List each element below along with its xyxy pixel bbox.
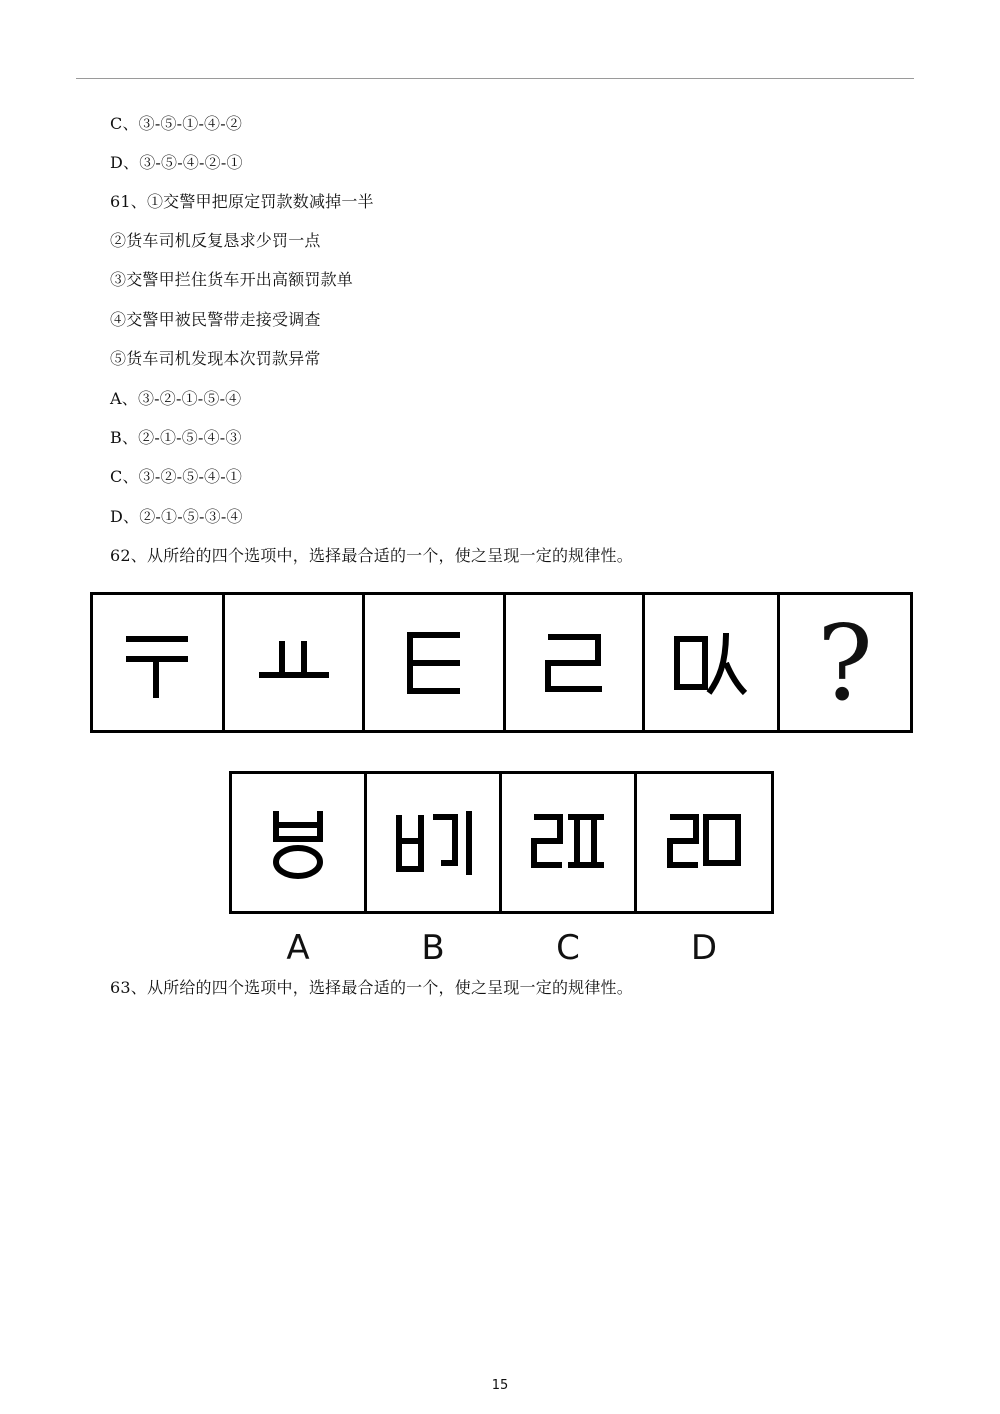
figure-cell-1 bbox=[93, 595, 225, 730]
option-b-glyph bbox=[393, 803, 473, 883]
option-figure-c bbox=[502, 774, 637, 911]
option-a-glyph bbox=[258, 803, 338, 883]
question-63-stem: 63、从所给的四个选项中，选择最合适的一个，使之呈现一定的规律性。 bbox=[110, 978, 633, 997]
glyph-1 bbox=[118, 623, 198, 703]
option-figure-b bbox=[367, 774, 502, 911]
option-c: C、③-②-⑤-④-① bbox=[110, 467, 243, 486]
glyph-2 bbox=[254, 623, 334, 703]
figure-cell-3 bbox=[365, 595, 506, 730]
option-a: A、③-②-①-⑤-④ bbox=[110, 389, 242, 408]
option-c-glyph bbox=[528, 803, 608, 883]
text-line: C、③-⑤-①-④-② bbox=[110, 114, 243, 133]
option-figure-d bbox=[637, 774, 771, 911]
option-d-glyph bbox=[664, 803, 744, 883]
glyph-3 bbox=[394, 623, 474, 703]
option-label-d: D bbox=[690, 928, 718, 968]
option-figure-a bbox=[232, 774, 367, 911]
options-figure bbox=[229, 771, 774, 914]
glyph-4 bbox=[534, 623, 614, 703]
option-label-c: C bbox=[556, 928, 580, 968]
question-figure bbox=[90, 592, 913, 733]
text-line: ⑤货车司机发现本次罚款异常 bbox=[110, 349, 321, 368]
option-label-b: B bbox=[421, 928, 445, 968]
option-b: B、②-①-⑤-④-③ bbox=[110, 428, 242, 447]
figure-cell-2 bbox=[225, 595, 365, 730]
question-62-stem: 62、从所给的四个选项中，选择最合适的一个，使之呈现一定的规律性。 bbox=[110, 546, 633, 565]
text-line: ③交警甲拦住货车开出高额罚款单 bbox=[110, 270, 354, 289]
page-number: 15 bbox=[491, 1378, 509, 1393]
option-label-a: A bbox=[286, 928, 310, 968]
text-line: D、③-⑤-④-②-① bbox=[110, 153, 243, 172]
question-61-stem: 61、①交警甲把原定罚款数减掉一半 bbox=[110, 192, 374, 211]
text-line: ④交警甲被民警带走接受调查 bbox=[110, 310, 321, 329]
header-rule bbox=[76, 78, 914, 79]
figure-cell-4 bbox=[506, 595, 645, 730]
text-line: ②货车司机反复恳求少罚一点 bbox=[110, 231, 321, 250]
option-d: D、②-①-⑤-③-④ bbox=[110, 507, 243, 526]
figure-cell-5 bbox=[645, 595, 780, 730]
glyph-5 bbox=[671, 623, 751, 703]
question-mark: ? bbox=[817, 601, 873, 724]
figure-cell-6 bbox=[780, 595, 910, 730]
